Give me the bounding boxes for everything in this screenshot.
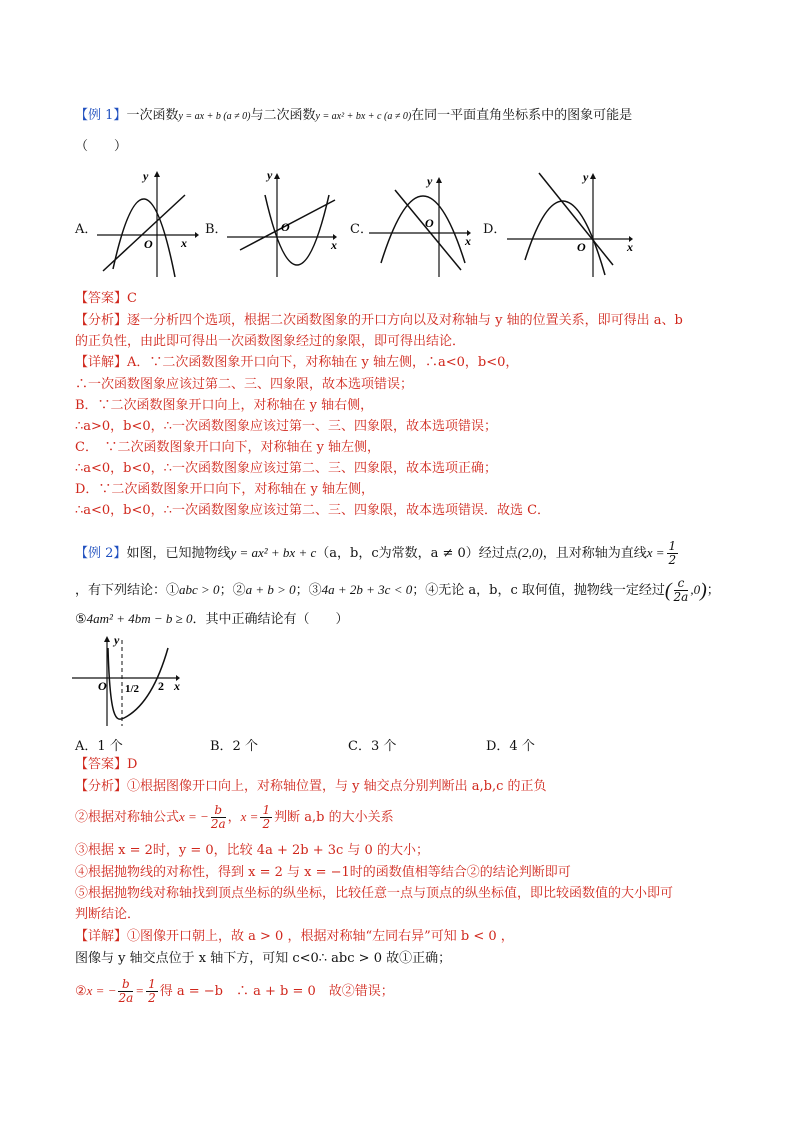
ex2-d3-post: 得 a = −b ∴ a + b = 0 故②错误； bbox=[159, 984, 394, 999]
ex1-option-a: A． bbox=[75, 222, 98, 237]
ex1-answer-label: 【答案】 bbox=[75, 291, 128, 306]
ex2-graph bbox=[70, 630, 190, 730]
ex1-graph-c-line bbox=[395, 190, 461, 270]
ex1-detail-line-5: C． ∵二次函数图象开口向下，对称轴在 y 轴左侧， bbox=[75, 440, 381, 455]
ex2-analysis-line-2 bbox=[75, 804, 394, 831]
ex1-graph-d-y-arrow bbox=[590, 173, 596, 179]
ex1-tag: 例 1 bbox=[88, 108, 114, 123]
ex1-graph-d-line bbox=[539, 173, 613, 265]
ex1-graph-d-origin: O bbox=[577, 240, 586, 254]
ex2-choice-d: D．4 个 bbox=[486, 739, 535, 754]
ex1-graph-c bbox=[367, 165, 477, 280]
ex1-detail-line-2: ∴一次函数图象应该过第二、三、四象限，故本选项错误； bbox=[75, 377, 414, 392]
ex2-question-line-2 bbox=[75, 577, 720, 604]
ex2-an2-frac2 bbox=[260, 804, 272, 831]
ex1-analysis-line-2: 的正负性，由此即可得出一次函数图象经过的象限，即可得出结论． bbox=[75, 334, 466, 349]
ex2-stmt-2b: ；③ bbox=[295, 583, 322, 598]
ex2-q-mid: （a，b，c为常数，a ≠ 0）经过点 bbox=[316, 546, 518, 561]
ex2-choice-c: C．3 个 bbox=[348, 739, 397, 754]
ex2-graph-x-label: x bbox=[174, 679, 180, 693]
ex1-answer bbox=[75, 290, 137, 308]
ex1-detail-text-1: A．∵二次函数图象开口向下，对称轴在 y 轴左侧，∴a<0，b<0， bbox=[127, 355, 519, 370]
ex2-an2-num: b bbox=[211, 804, 226, 818]
ex2-detail-text-1: ①图像开口朝上，故 a > 0 ，根据对称轴“左同右异”可知 b < 0 ， bbox=[127, 929, 514, 944]
ex2-detail-line-1 bbox=[75, 928, 514, 946]
ex2-tag-close: 】 bbox=[113, 546, 127, 561]
ex1-analysis-line-1 bbox=[75, 312, 683, 330]
ex2-an2-x: x = − bbox=[179, 809, 209, 824]
ex2-d3-den: 2a bbox=[118, 991, 134, 1005]
ex2-analysis-label: 【分析】 bbox=[75, 779, 128, 794]
ex2-question-line-3 bbox=[75, 610, 349, 629]
ex1-option-c: C． bbox=[350, 222, 373, 237]
ex1-detail-line-6: ∴a<0，b<0，∴一次函数图象应该过第二、三、四象限，故本选项正确； bbox=[75, 461, 497, 476]
ex1-linear-expr: y = ax + b (a ≠ 0) bbox=[178, 111, 251, 122]
ex2-graph-y-arrow bbox=[104, 636, 110, 642]
ex2-half-num: 1 bbox=[668, 539, 677, 553]
ex1-graph-c-parabola bbox=[381, 196, 465, 263]
ex1-answer-value: C bbox=[127, 291, 137, 306]
ex2-line3-post: ．其中正确结论有（ ） bbox=[192, 612, 349, 627]
ex1-graph-a-x-label: x bbox=[181, 236, 187, 250]
ex2-an2-n2: 1 bbox=[262, 803, 271, 817]
ex1-graph-a-y-label: y bbox=[143, 169, 149, 183]
ex1-graph-d bbox=[505, 165, 640, 280]
ex2-pt-den: 2a bbox=[673, 590, 689, 604]
ex2-stmt-3: 4a + 2b + 3c < 0 bbox=[321, 582, 413, 597]
ex2-detail-label: 【详解】 bbox=[75, 929, 128, 944]
ex2-analysis-line-4: ④根据抛物线的对称性，得到 x = 2 与 x = −1时的函数值相等结合②的结论判断即可 bbox=[75, 865, 571, 880]
ex2-an2-den: 2a bbox=[210, 817, 226, 831]
ex1-graph-a-origin: O bbox=[144, 237, 153, 251]
ex2-answer-value: D bbox=[127, 757, 138, 772]
ex1-graph-a bbox=[95, 165, 200, 280]
ex1-tag-close: 】 bbox=[113, 108, 127, 123]
ex2-question-line-1 bbox=[75, 540, 680, 567]
ex2-answer bbox=[75, 756, 137, 774]
ex1-graph-b-parabola bbox=[265, 195, 329, 265]
ex2-analysis-line-5b: 判断结论． bbox=[75, 907, 141, 922]
ex1-blank: （ ） bbox=[75, 139, 128, 154]
ex2-choice-b: B．2 个 bbox=[210, 739, 258, 754]
ex2-d3-frac bbox=[118, 978, 133, 1005]
ex2-line2-pre: ，有下列结论：① bbox=[75, 583, 180, 598]
ex2-analysis-line-1 bbox=[75, 778, 547, 796]
ex1-question-line bbox=[75, 107, 632, 126]
ex1-graph-a-line bbox=[103, 195, 185, 271]
ex2-d3-d2: 2 bbox=[148, 991, 156, 1005]
ex2-q-axis: ，且对称轴为直线 bbox=[542, 546, 647, 561]
ex2-an2-x2: x = bbox=[240, 809, 259, 824]
ex1-tag-open: 【 bbox=[75, 108, 89, 123]
ex1-analysis-text-1: 逐一分析四个选项，根据二次函数图象的开口方向以及对称轴与 y 轴的位置关系，即可得出 a、b bbox=[127, 313, 683, 328]
ex2-an2-d2: 2 bbox=[262, 817, 271, 831]
ex2-an2-mid: ， bbox=[227, 810, 241, 825]
ex1-question-pre: 一次函数 bbox=[126, 108, 179, 123]
ex2-analysis-line-5a: ⑤根据抛物线对称轴找到顶点坐标的纵坐标，比较任意一点与顶点的纵坐标值，即比较函数值的大小即可 bbox=[75, 886, 674, 901]
ex2-stmt-1: abc > 0 bbox=[179, 582, 220, 597]
ex2-q-pre: 如图，已知抛物线 bbox=[126, 546, 231, 561]
ex1-graph-d-y-label: y bbox=[583, 170, 589, 184]
ex1-graph-a-y-arrow bbox=[154, 171, 160, 177]
ex2-tag-open: 【 bbox=[75, 546, 89, 561]
ex2-graph-half: 1/2 bbox=[125, 683, 140, 695]
ex2-d3-eq: = bbox=[135, 983, 145, 998]
ex2-stmt-5: 4am² + 4bm − b ≥ 0 bbox=[86, 611, 193, 626]
ex1-graph-a-x-arrow bbox=[195, 232, 199, 238]
ex2-paren-open: ( bbox=[664, 579, 672, 602]
ex1-graph-b-y-label: y bbox=[267, 168, 273, 182]
ex2-x-eq: x = bbox=[646, 545, 665, 560]
ex2-d3-frac2 bbox=[146, 978, 158, 1005]
ex1-analysis-label: 【分析】 bbox=[75, 313, 128, 328]
ex1-graph-c-y-label: y bbox=[427, 174, 433, 188]
ex2-an2-pre: ②根据对称轴公式 bbox=[75, 810, 180, 825]
ex2-tag: 例 2 bbox=[88, 546, 114, 561]
ex2-paren-close: ) bbox=[700, 579, 707, 602]
ex2-stmt-3c: ； bbox=[706, 583, 720, 598]
ex1-detail-line-1 bbox=[75, 354, 518, 372]
ex2-detail-line-2: 图像与 y 轴交点位于 x 轴下方，可知 c<0∴ abc > 0 故①正确； bbox=[75, 951, 452, 966]
ex1-graph-c-y-arrow bbox=[436, 177, 442, 183]
ex2-graph-two: 2 bbox=[158, 679, 164, 693]
ex1-question-mid: 与二次函数 bbox=[250, 108, 316, 123]
ex2-pt-num: c bbox=[674, 577, 689, 591]
ex2-d3-pre: ② bbox=[75, 984, 87, 999]
ex1-detail-line-7: D．∵二次函数图象开口向下，对称轴在 y 轴左侧， bbox=[75, 482, 375, 497]
ex2-half-frac bbox=[667, 540, 679, 567]
ex2-stmt-2: a + b > 0 bbox=[245, 582, 296, 597]
ex1-option-d: D． bbox=[483, 222, 507, 237]
ex2-stmt-3b: ；④无论 a，b，c 取何值，抛物线一定经过 bbox=[412, 583, 665, 598]
ex1-option-b: B． bbox=[205, 222, 228, 237]
ex1-detail-line-3: B．∵二次函数图象开口向上，对称轴在 y 轴右侧， bbox=[75, 398, 374, 413]
ex2-line3-pre: ⑤ bbox=[75, 612, 87, 627]
ex2-answer-label: 【答案】 bbox=[75, 757, 128, 772]
ex2-analysis-line-3: ③根据 x = 2时，y = 0，比较 4a + 2b + 3c 与 0 的大小； bbox=[75, 843, 429, 858]
ex1-graph-b-origin: O bbox=[281, 220, 290, 234]
ex1-detail-line-8: ∴a<0，b<0，∴一次函数图象应该过第二、三、四象限，故本选项错误．故选 C． bbox=[75, 503, 551, 518]
ex1-graph-c-origin: O bbox=[425, 216, 434, 230]
ex1-graph-d-x-label: x bbox=[627, 240, 633, 254]
ex2-an2-post: 判断 a,b 的大小关系 bbox=[274, 810, 394, 825]
ex2-d3-num: b bbox=[118, 978, 133, 992]
ex1-graph-c-x-label: x bbox=[465, 234, 471, 248]
ex2-parabola-expr: y = ax² + bx + c bbox=[230, 545, 317, 560]
ex2-graph-y-label: y bbox=[114, 633, 120, 647]
ex2-half-den: 2 bbox=[668, 553, 677, 567]
ex2-choice-a: A．1 个 bbox=[75, 739, 123, 754]
ex1-graph-b-x-label: x bbox=[331, 238, 337, 252]
ex2-d3-n2: 1 bbox=[148, 977, 156, 991]
ex2-detail-line-3 bbox=[75, 978, 394, 1005]
ex2-point-frac bbox=[674, 577, 689, 604]
ex1-detail-label: 【详解】 bbox=[75, 355, 128, 370]
ex1-detail-line-4: ∴a>0，b<0，∴一次函数图象应该过第一、三、四象限，故本选项错误； bbox=[75, 419, 497, 434]
ex2-analysis-text-1: ①根据图像开口向上，对称轴位置，与 y 轴交点分别判断出 a,b,c 的正负 bbox=[127, 779, 547, 794]
ex1-graph-b bbox=[225, 165, 345, 280]
ex1-graph-b-y-arrow bbox=[274, 173, 280, 179]
ex2-stmt-1b: ；② bbox=[219, 583, 246, 598]
ex2-d3-x: x = − bbox=[86, 983, 117, 998]
ex2-graph-origin: O bbox=[98, 679, 107, 693]
ex1-quad-expr: y = ax² + bx + c (a ≠ 0) bbox=[315, 111, 412, 122]
ex2-point: (2,0) bbox=[517, 545, 543, 560]
ex2-an2-frac bbox=[211, 804, 226, 831]
ex1-question-post: 在同一平面直角坐标系中的图象可能是 bbox=[411, 108, 633, 123]
ex2-pt-tail: ,0 bbox=[690, 582, 701, 597]
